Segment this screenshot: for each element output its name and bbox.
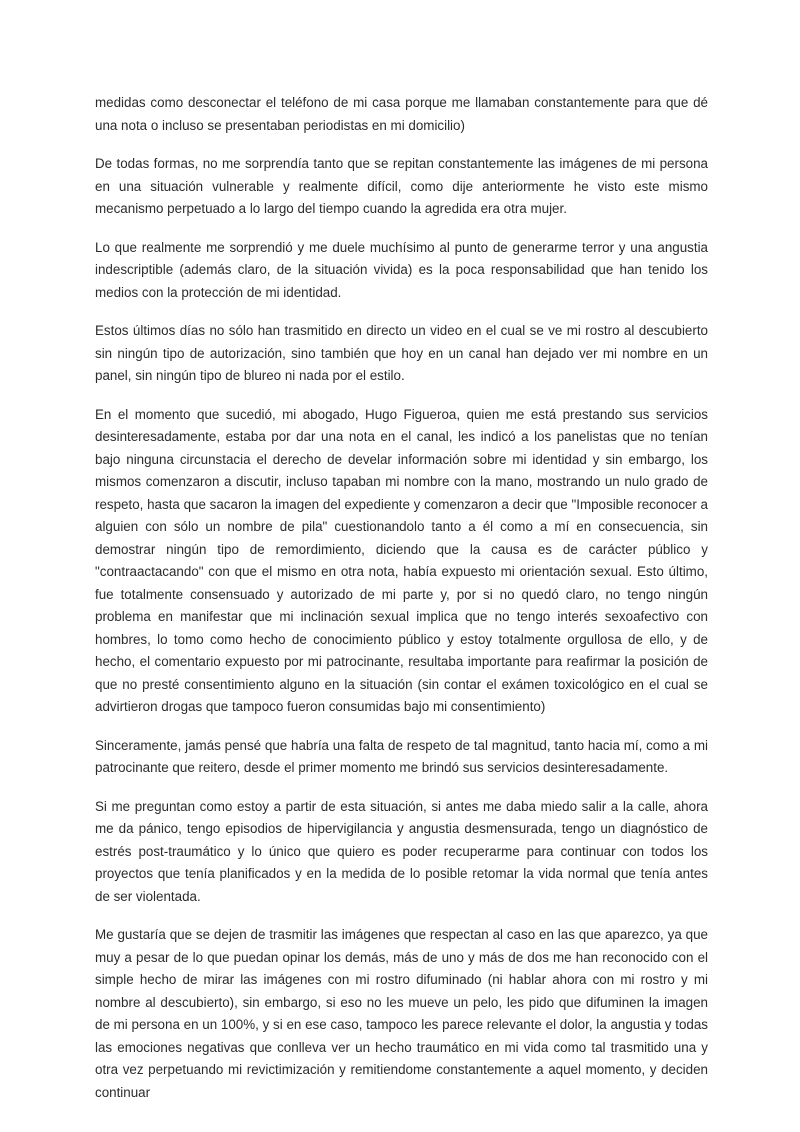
paragraph-1: medidas como desconectar el teléfono de mi casa porque me llamaban constantemente para que dé una nota o incluso se presentaban periodistas en mi domicilio): [95, 95, 708, 133]
paragraph-8: Me gustaría que se dejen de trasmitir las imágenes que respectan al caso en las que aparezco, ya que muy a pesar de lo que puedan opinar los demás, más de uno y más de dos me han reconocido con el simple hecho de mirar las imágenes con mi rostro difuminado (ni hablar ahora con mi rostro y mi nombre al descubierto), sin embargo, si eso no les mueve un pelo, les pido que difuminen la imagen de mi persona en un 100%, y si en ese caso, tampoco les parece relevante el dolor, la angustia y todas las emociones negativas que conlleva ver un hecho traumático en mi vida como tal trasmitido una y otra vez perpetuando mi revictimización y remitiendome constantemente a aquel momento, y deciden continuar: [95, 927, 708, 1100]
paragraph-2: De todas formas, no me sorprendía tanto que se repitan constantemente las imágenes de mi persona en una situación vulnerable y realmente difícil, como dije anteriormente he visto este mismo mecanismo perpetuado a lo largo del tiempo cuando la agredida era otra mujer.: [95, 156, 708, 216]
paragraph-7: Si me preguntan como estoy a partir de esta situación, si antes me daba miedo salir a la calle, ahora me da pánico, tengo episodios de hipervigilancia y angustia desmensurada, tengo un diagnóstico de estrés post-traumático y lo único que quiero es poder recuperarme para continuar con todos los proyectos que tenía planificados y en la medida de lo posible retomar la vida normal que tenía antes de ser violentada.: [95, 798, 708, 904]
paragraph-3: Lo que realmente me sorprendió y me duele muchísimo al punto de generarme terror y una angustia indescriptible (además claro, de la situación vivida) es la poca responsabilidad que han tenido los medios con la protección de mi identidad.: [95, 239, 708, 300]
paragraph-5: En el momento que sucedió, mi abogado, Hugo Figueroa, quien me está prestando sus servicios desinteresadamente, estaba por dar una nota en el canal, les indicó a los panelistas que no tenían bajo ninguna circunstacia el derecho de develar información sobre mi identidad y sin embargo, los mismos comenzaron a discutir, incluso tapaban mi nombre con la mano, mostrando un nulo grado de respeto, hasta que sacaron la imagen del expediente y comenzaron a decir que "Imposible reconocer a alguien con sólo un nombre de pila" cuestionandolo tanto a él como a mí en consecuencia, sin demostrar ningún tipo de remordimiento, diciendo que la causa es de carácter público y "contraactacando" con que el mismo en otra nota, había expuesto mi orientación sexual. Esto último, fue totalmente consensuado y autorizado de mi parte y, por si no quedó claro, no tengo ningún problema en manifestar que mi inclinación sexual implica que no tengo interés sexoafectivo con hombres, lo tomo como hecho de conocimiento público y estoy totalmente orgullosa de ello, y de hecho, el comentario expuesto por mi patrocinante, resultaba importante para reafirmar la posición de que no presté consentimiento alguno en la situación (sin contar el exámen toxicológico en el cual se advirtieron drogas que tampoco fueron consumidas bajo mi consentimiento): [95, 406, 708, 714]
paragraph-4: Estos últimos días no sólo han trasmitido en directo un video en el cual se ve mi rostro al descubierto sin ningún tipo de autorización, sino también que hoy en un canal han dejado ver mi nombre en un panel, sin ningún tipo de blureo ni nada por el estilo.: [95, 323, 708, 383]
paragraph-6: Sinceramente, jamás pensé que habría una falta de respeto de tal magnitud, tanto hacia mí, como a mi patrocinante que reitero, desde el primer momento me brindó sus servicios desinteresadamente.: [95, 737, 708, 775]
